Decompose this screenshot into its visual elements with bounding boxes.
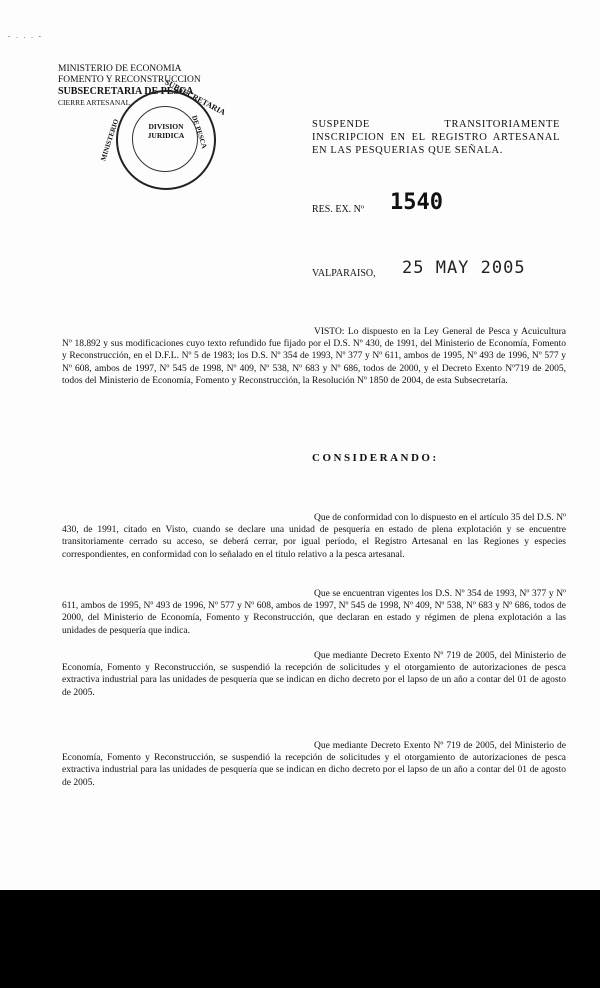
seal-ring-left-text: MINISTERIO — [99, 118, 121, 162]
visto-lead: VISTO: Lo dispuesto en la Ley General de Pesca y — [314, 327, 519, 337]
visto-paragraph — [62, 326, 566, 387]
considerando-paragraph-4 — [62, 740, 566, 789]
ministry-line-3: SUBSECRETARIA DE PESCA — [58, 86, 194, 97]
considerando-1-lead: Que de conformidad con lo dispuesto en el artículo 35 — [314, 513, 521, 523]
visto-body: Acuicultura Nº 18.892 y sus modificaciones cuyo texto refundido fue fijado por el D.S. Nº 430, de 1991, del Ministerio de Economía, Fomento y Reconstrucción, en el D.F.L. Nº 5 de 1983; los D.S. Nº 354 de 1993, Nº 377 y Nº 611, ambos de 1995, Nº 493 de 1996, Nº 577 y Nº 608, ambos de 1997, Nº 545 de 1998, Nº 409, Nº 538, Nº 683 y Nº 686, todos de 2000, y el Decreto Exento Nº719 de 2005, todos del Ministerio de Economía, Fomento y Reconstrucción, la Resolución Nº 1850 de 2004, de esta Subsecretaría. — [62, 327, 566, 386]
considerando-paragraph-3 — [62, 650, 566, 699]
considerando-heading: CONSIDERANDO: — [312, 452, 439, 464]
seal-center-text — [118, 122, 214, 140]
considerando-4-lead: Que mediante Decreto Exento Nº 719 de 2005, del — [314, 741, 512, 751]
considerando-paragraph-1 — [62, 512, 566, 561]
ministry-line-4: CIERRE ARTESANAL — [58, 98, 131, 107]
document-subject: SUSPENDE TRANSITORIAMENTE INSCRIPCION EN EL REGISTRO ARTESANAL EN LAS PESQUERIAS QUE SEÑALA. — [312, 119, 560, 156]
resolution-number: 1540 — [390, 190, 443, 215]
considerando-paragraph-2 — [62, 588, 566, 637]
ministry-line-1: MINISTERIO DE ECONOMIA — [58, 64, 182, 74]
seal-center-line-2: JURIDICA — [147, 131, 185, 140]
considerando-2-lead: Que se encuentran vigentes los D.S. Nº 354 de 1993, Nº — [314, 589, 530, 599]
seal-center-line-1: DIVISION — [148, 122, 184, 131]
seal-ring-top-text: SUBSECRETARIA — [163, 77, 228, 118]
date-stamp: 25 MAY 2005 — [402, 258, 526, 278]
considerando-3-body: Ministerio de Economía, Fomento y Reconstrucción, se suspendió la recepción de solicitudes y el otorgamiento de autorizaciones de pesca extractiva industrial para las unidades de pesquería que se indican en dicho decreto por el lapso de un año a contar del 01 de agosto de 2005. — [62, 651, 566, 698]
top-margin-mark: - . . . - — [8, 32, 43, 40]
place-label: VALPARAISO, — [312, 268, 376, 279]
considerando-4-body: Ministerio de Economía, Fomento y Reconstrucción, se suspendió la recepción de solicitudes y el otorgamiento de autorizaciones de pesca extractiva industrial para las unidades de pesquería que se indican en dicho decreto por el lapso de un año a contar del 01 de agosto de 2005. — [62, 741, 566, 788]
considerando-2-body: 377 y Nº 611, ambos de 1995, Nº 493 de 1996, Nº 577 y Nº 608, ambos de 1997, Nº 545 de 1998, Nº 409, Nº 538, Nº 683 y Nº 686, todos de 2000, del Ministerio de Economía, Fomento y Reconstrucción, que declaran en estado y régimen de plena explotación a las unidades de pesquería que indica. — [62, 589, 566, 636]
ministry-line-2: FOMENTO Y RECONSTRUCCION — [58, 75, 201, 85]
considerando-3-lead: Que mediante Decreto Exento Nº 719 de 2005, del — [314, 651, 512, 661]
resolution-label: RES. EX. Nº — [312, 204, 364, 215]
seal-ring-right-text: DE PESCA — [190, 114, 209, 150]
considerando-1-body: del D.S. Nº 430, de 1991, citado en Visto, cuando se declare una unidad de pesquería en estado de plena explotación y se encuentre transitoriamente cerrado su acceso, se deberá cerrar, por igual período, el Registro Artesanal en las Regiones y especies correspondientes, en conformidad con lo señalado en el título relativo a la pesca artesanal. — [62, 513, 567, 560]
